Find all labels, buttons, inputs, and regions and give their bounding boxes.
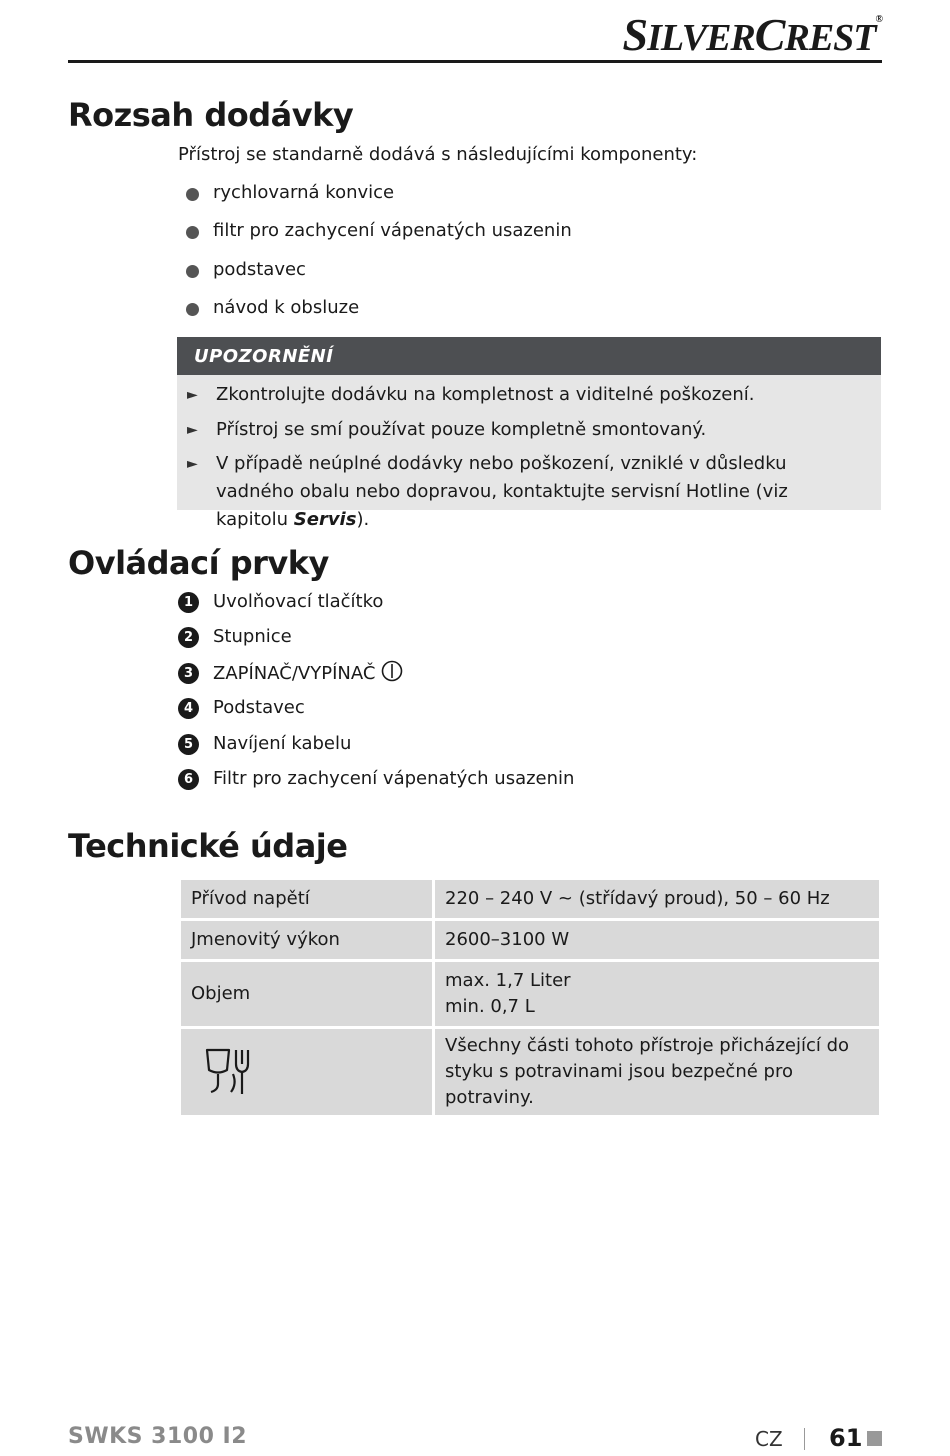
controls-list bbox=[178, 589, 574, 801]
table-cell: 2600–3100 W bbox=[434, 920, 881, 961]
number-badge: 2 bbox=[178, 627, 199, 648]
table-cell bbox=[180, 1028, 434, 1117]
table-row bbox=[180, 879, 881, 920]
number-badge: 4 bbox=[178, 698, 199, 719]
list-item: 2 Stupnice bbox=[178, 624, 574, 659]
bullet-icon bbox=[186, 188, 199, 201]
table-cell: max. 1,7 Liter min. 0,7 L bbox=[434, 961, 881, 1028]
bullet-icon bbox=[186, 265, 199, 278]
square-icon bbox=[867, 1431, 882, 1446]
arrow-right-icon: ► bbox=[187, 422, 198, 438]
tech-table bbox=[178, 877, 882, 1118]
number-badge: 6 bbox=[178, 769, 199, 790]
table-cell: Objem bbox=[180, 961, 434, 1028]
warning-box bbox=[177, 337, 881, 530]
list-item: rychlovarná konvice bbox=[178, 180, 572, 218]
list-item: podstavec bbox=[178, 257, 572, 295]
scope-list bbox=[178, 180, 572, 333]
list-item: 3 ZAPÍNAČ/VYPÍNAČ bbox=[178, 660, 574, 695]
service-chapter-ref: Servis bbox=[293, 509, 357, 530]
page-number: 61 bbox=[829, 1424, 863, 1452]
table-cell: Všechny části tohoto přístroje přicházející do styku s potravinami jsou bezpečné pro potraviny. bbox=[434, 1028, 881, 1117]
list-item: 6 Filtr pro zachycení vápenatých usazenin bbox=[178, 766, 574, 801]
footer-language: CZ bbox=[755, 1427, 783, 1451]
list-item: 4 Podstavec bbox=[178, 695, 574, 730]
warning-item: ► V případě neúplné dodávky nebo poškození, vzniklé v důsledku vadného obalu nebo dopravou, kontaktujte servisní Hotline (viz kapitolu Servis). bbox=[187, 450, 865, 534]
heading-controls: Ovládací prvky bbox=[68, 544, 329, 582]
warning-title: UPOZORNĚNÍ bbox=[177, 337, 881, 375]
scope-intro: Přístroj se standarně dodává s následujícími komponenty: bbox=[178, 144, 698, 165]
heading-scope: Rozsah dodávky bbox=[68, 96, 354, 134]
warning-item: ► Přístroj se smí používat pouze kompletně smontovaný. bbox=[187, 416, 865, 444]
food-safe-icon bbox=[203, 1044, 263, 1100]
list-item: návod k obsluze bbox=[178, 295, 572, 333]
list-item: filtr pro zachycení vápenatých usazenin bbox=[178, 218, 572, 256]
table-cell: Jmenovitý výkon bbox=[180, 920, 434, 961]
table-cell: Přívod napětí bbox=[180, 879, 434, 920]
warning-item: ► Zkontrolujte dodávku na kompletnost a viditelné poškození. bbox=[187, 381, 865, 409]
number-badge: 5 bbox=[178, 734, 199, 755]
brand-logo: SILVERCREST® bbox=[622, 9, 882, 60]
heading-tech: Technické údaje bbox=[68, 827, 348, 865]
list-item: 1 Uvolňovací tlačítko bbox=[178, 589, 574, 624]
bullet-icon bbox=[186, 226, 199, 239]
table-cell: 220 – 240 V ~ (střídavý proud), 50 – 60 Hz bbox=[434, 879, 881, 920]
arrow-right-icon: ► bbox=[187, 387, 198, 403]
footer-model: SWKS 3100 I2 bbox=[68, 1424, 248, 1449]
table-row bbox=[180, 961, 881, 1028]
power-icon bbox=[381, 660, 403, 682]
list-item: 5 Navíjení kabelu bbox=[178, 731, 574, 766]
number-badge: 1 bbox=[178, 592, 199, 613]
arrow-right-icon: ► bbox=[187, 456, 198, 472]
table-row bbox=[180, 920, 881, 961]
bullet-icon bbox=[186, 303, 199, 316]
header-rule bbox=[68, 60, 882, 63]
footer-divider bbox=[804, 1428, 805, 1450]
table-row bbox=[180, 1028, 881, 1117]
number-badge: 3 bbox=[178, 663, 199, 684]
